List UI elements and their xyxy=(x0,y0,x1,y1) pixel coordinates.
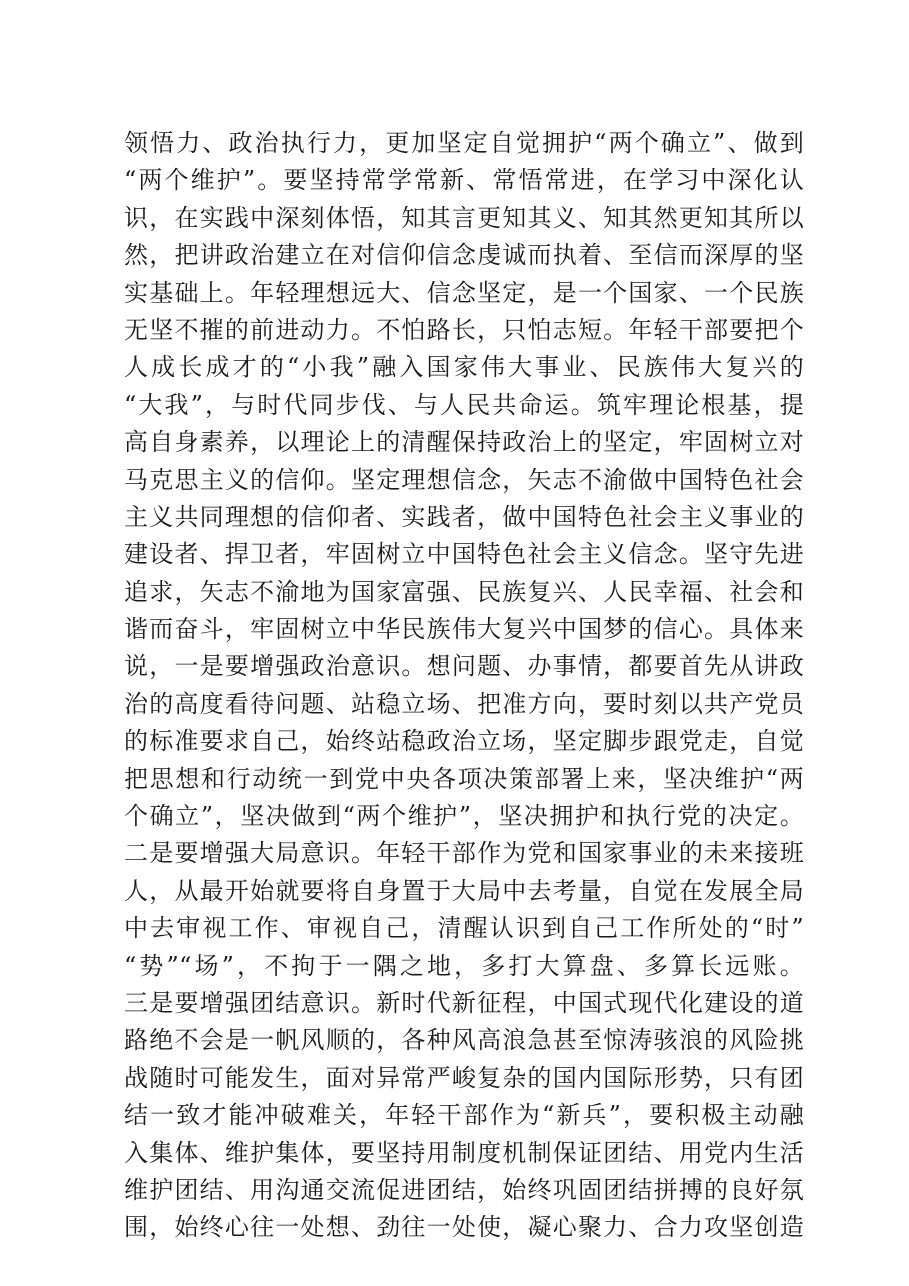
text-line: 三是要增强团结意识。新时代新征程，中国式现代化建设的道 xyxy=(124,988,804,1017)
text-line: 建设者、捍卫者，牢固树立中国特色社会主义信念。坚守先进 xyxy=(124,540,804,569)
text-line: 无坚不摧的前进动力。不怕路长，只怕志短。年轻干部要把个 xyxy=(124,315,804,344)
text-line: 识，在实践中深刻体悟，知其言更知其义、知其然更知其所以 xyxy=(124,203,804,232)
text-line: 战随时可能发生，面对异常严峻复杂的国内国际形势，只有团 xyxy=(124,1063,804,1092)
text-line: “两个维护”。要坚持常学常新、常悟常进，在学习中深化认 xyxy=(124,166,804,195)
text-line: 路绝不会是一帆风顺的，各种风高浪急甚至惊涛骇浪的风险挑 xyxy=(124,1026,804,1055)
text-line: 个确立”，坚决做到“两个维护”，坚决拥护和执行党的决定。 xyxy=(124,802,804,831)
text-line: 然，把讲政治建立在对信仰信念虔诚而执着、至信而深厚的坚 xyxy=(124,241,804,270)
text-line: 追求，矢志不渝地为国家富强、民族复兴、人民幸福、社会和 xyxy=(124,577,804,606)
text-line: 把思想和行动统一到党中央各项决策部署上来，坚决维护“两 xyxy=(124,764,804,793)
text-line: 马克思主义的信仰。坚定理想信念，矢志不渝做中国特色社会 xyxy=(124,465,804,494)
text-line: 人，从最开始就要将自身置于大局中去考量，自觉在发展全局 xyxy=(124,876,804,905)
text-line: 高自身素养，以理论上的清醒保持政治上的坚定，牢固树立对 xyxy=(124,428,804,457)
text-line: 维护团结、用沟通交流促进团结，始终巩固团结拼搏的良好氛 xyxy=(124,1175,804,1204)
text-line: 中去审视工作、审视自己，清醒认识到自己工作所处的“时” xyxy=(124,914,804,943)
text-line: 说，一是要增强政治意识。想问题、办事情，都要首先从讲政 xyxy=(124,652,804,681)
text-line: 围，始终心往一处想、劲往一处使，凝心聚力、合力攻坚创造 xyxy=(124,1213,804,1242)
text-line: 主义共同理想的信仰者、实践者，做中国特色社会主义事业的 xyxy=(124,502,804,531)
text-line: 入集体、维护集体，要坚持用制度机制保证团结、用党内生活 xyxy=(124,1138,804,1167)
text-line: 谐而奋斗，牢固树立中华民族伟大复兴中国梦的信心。具体来 xyxy=(124,615,804,644)
text-line: 二是要增强大局意识。年轻干部作为党和国家事业的未来接班 xyxy=(124,839,804,868)
text-line: 治的高度看待问题、站稳立场、把准方向，要时刻以共产党员 xyxy=(124,689,804,718)
text-line: “大我”，与时代同步伐、与人民共命运。筑牢理论根基，提 xyxy=(124,390,804,419)
text-line: 结一致才能冲破难关，年轻干部作为“新兵”，要积极主动融 xyxy=(124,1101,804,1130)
text-line: 的标准要求自己，始终站稳政治立场，坚定脚步跟党走，自觉 xyxy=(124,727,804,756)
body-text xyxy=(124,125,804,1247)
text-line: 人成长成才的“小我”融入国家伟大事业、民族伟大复兴的 xyxy=(124,353,804,382)
text-line: “势”“场”，不拘于一隅之地，多打大算盘、多算长远账。 xyxy=(124,951,804,980)
text-line: 实基础上。年轻理想远大、信念坚定，是一个国家、一个民族 xyxy=(124,278,804,307)
text-line: 领悟力、政治执行力，更加坚定自觉拥护“两个确立”、做到 xyxy=(124,129,804,157)
